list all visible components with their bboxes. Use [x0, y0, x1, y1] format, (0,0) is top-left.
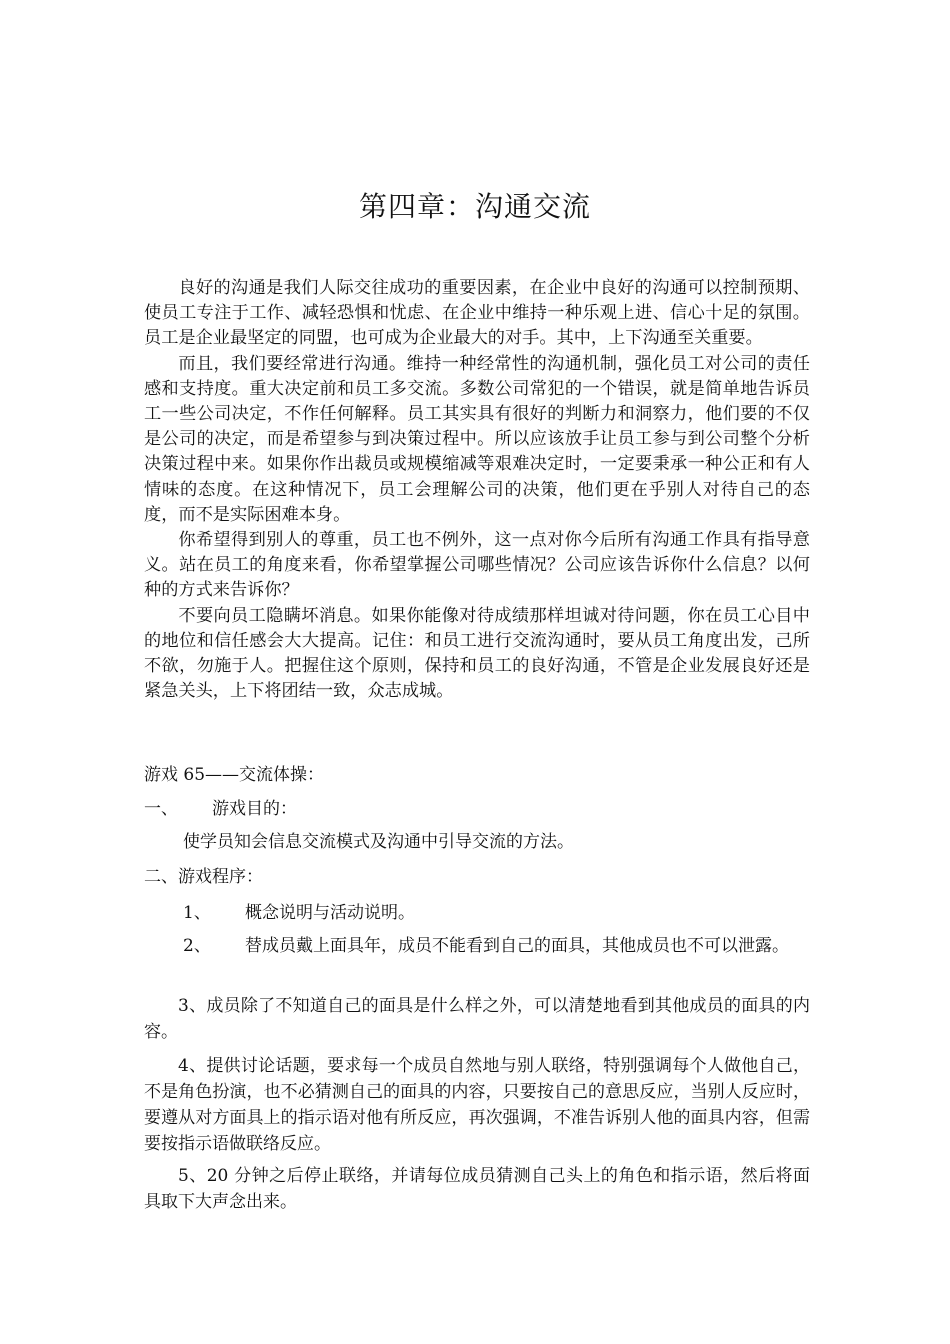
- step-5: 5、20 分钟之后停止联络，并请每位成员猜测自己头上的角色和指示语，然后将面具取下大声念出来。: [144, 1166, 810, 1212]
- section-1-number: 一、: [144, 799, 178, 819]
- step-1-number: 1、: [183, 903, 211, 923]
- intro-text: [144, 276, 810, 704]
- intro-paragraph-4: 不要向员工隐瞒坏消息。如果你能像对待成绩那样坦诚对待问题，你在员工心目中的地位和信任感会大大提高。记住：和员工进行交流沟通时，要从员工角度出发，己所不欲，勿施于人。把握住这个原则，保持和员工的良好沟通，不管是企业发展良好还是紧急关头，上下将团结一致，众志成城。: [144, 605, 810, 702]
- step-2-number: 2、: [183, 936, 211, 956]
- step-2-text: 替成员戴上面具年，成员不能看到自己的面具，其他成员也不可以泄露。: [245, 936, 789, 956]
- chapter-title: 第四章：沟通交流: [358, 190, 591, 223]
- section-1-heading: [144, 796, 297, 822]
- step-2: [183, 933, 810, 959]
- intro-paragraph-2: 而且，我们要经常进行沟通。维持一种经常性的沟通机制，强化员工对公司的责任感和支持度。重大决定前和员工多交流。多数公司常犯的一个错误，就是简单地告诉员工一些公司决定，不作任何解释。员工其实具有很好的判断力和洞察力，他们要的不仅是公司的决定，而是希望参与到决策过程中。所以应该放手让员工参与到公司整个分析决策过程中来。如果你作出裁员或规模缩减等艰难决定时，一定要秉承一种公正和有人情味的态度。在这种情况下，员工会理解公司的决策，他们更在乎别人对待自己的态度，而不是实际困难本身。: [144, 353, 810, 525]
- step-1-text: 概念说明与活动说明。: [245, 903, 415, 923]
- section-1-body: 使学员知会信息交流模式及沟通中引导交流的方法。: [183, 832, 574, 852]
- step-4: 4、提供讨论话题，要求每一个成员自然地与别人联络，特别强调每个人做他自己，不是角色扮演，也不必猜测自己的面具的内容，只要按自己的意思反应，当别人反应时，要遵从对方面具上的指示语对他有所反应，再次强调，不准告诉别人他的面具内容，但需要按指示语做联络反应。: [144, 1056, 810, 1154]
- section-2-heading: 二、游戏程序：: [144, 867, 263, 887]
- step-1: [183, 900, 415, 926]
- intro-paragraph-1: 良好的沟通是我们人际交往成功的重要因素，在企业中良好的沟通可以控制预期、使员工专注于工作、减轻恐惧和忧虑、在企业中维持一种乐观上进、信心十足的氛围。员工是企业最坚定的同盟，也可成为企业最大的对手。其中，上下沟通至关重要。: [144, 278, 810, 349]
- game-heading: 游戏 65——交流体操：: [144, 765, 325, 785]
- section-1-title: 游戏目的：: [212, 799, 297, 819]
- intro-paragraph-3: 你希望得到别人的尊重，员工也不例外，这一点对你今后所有沟通工作具有指导意义。站在员工的角度来看，你希望掌握公司哪些情况？公司应该告诉你什么信息？以何种的方式来告诉你？: [144, 530, 810, 601]
- step-3: 3、成员除了不知道自己的面具是什么样之外，可以清楚地看到其他成员的面具的内容。: [144, 996, 810, 1042]
